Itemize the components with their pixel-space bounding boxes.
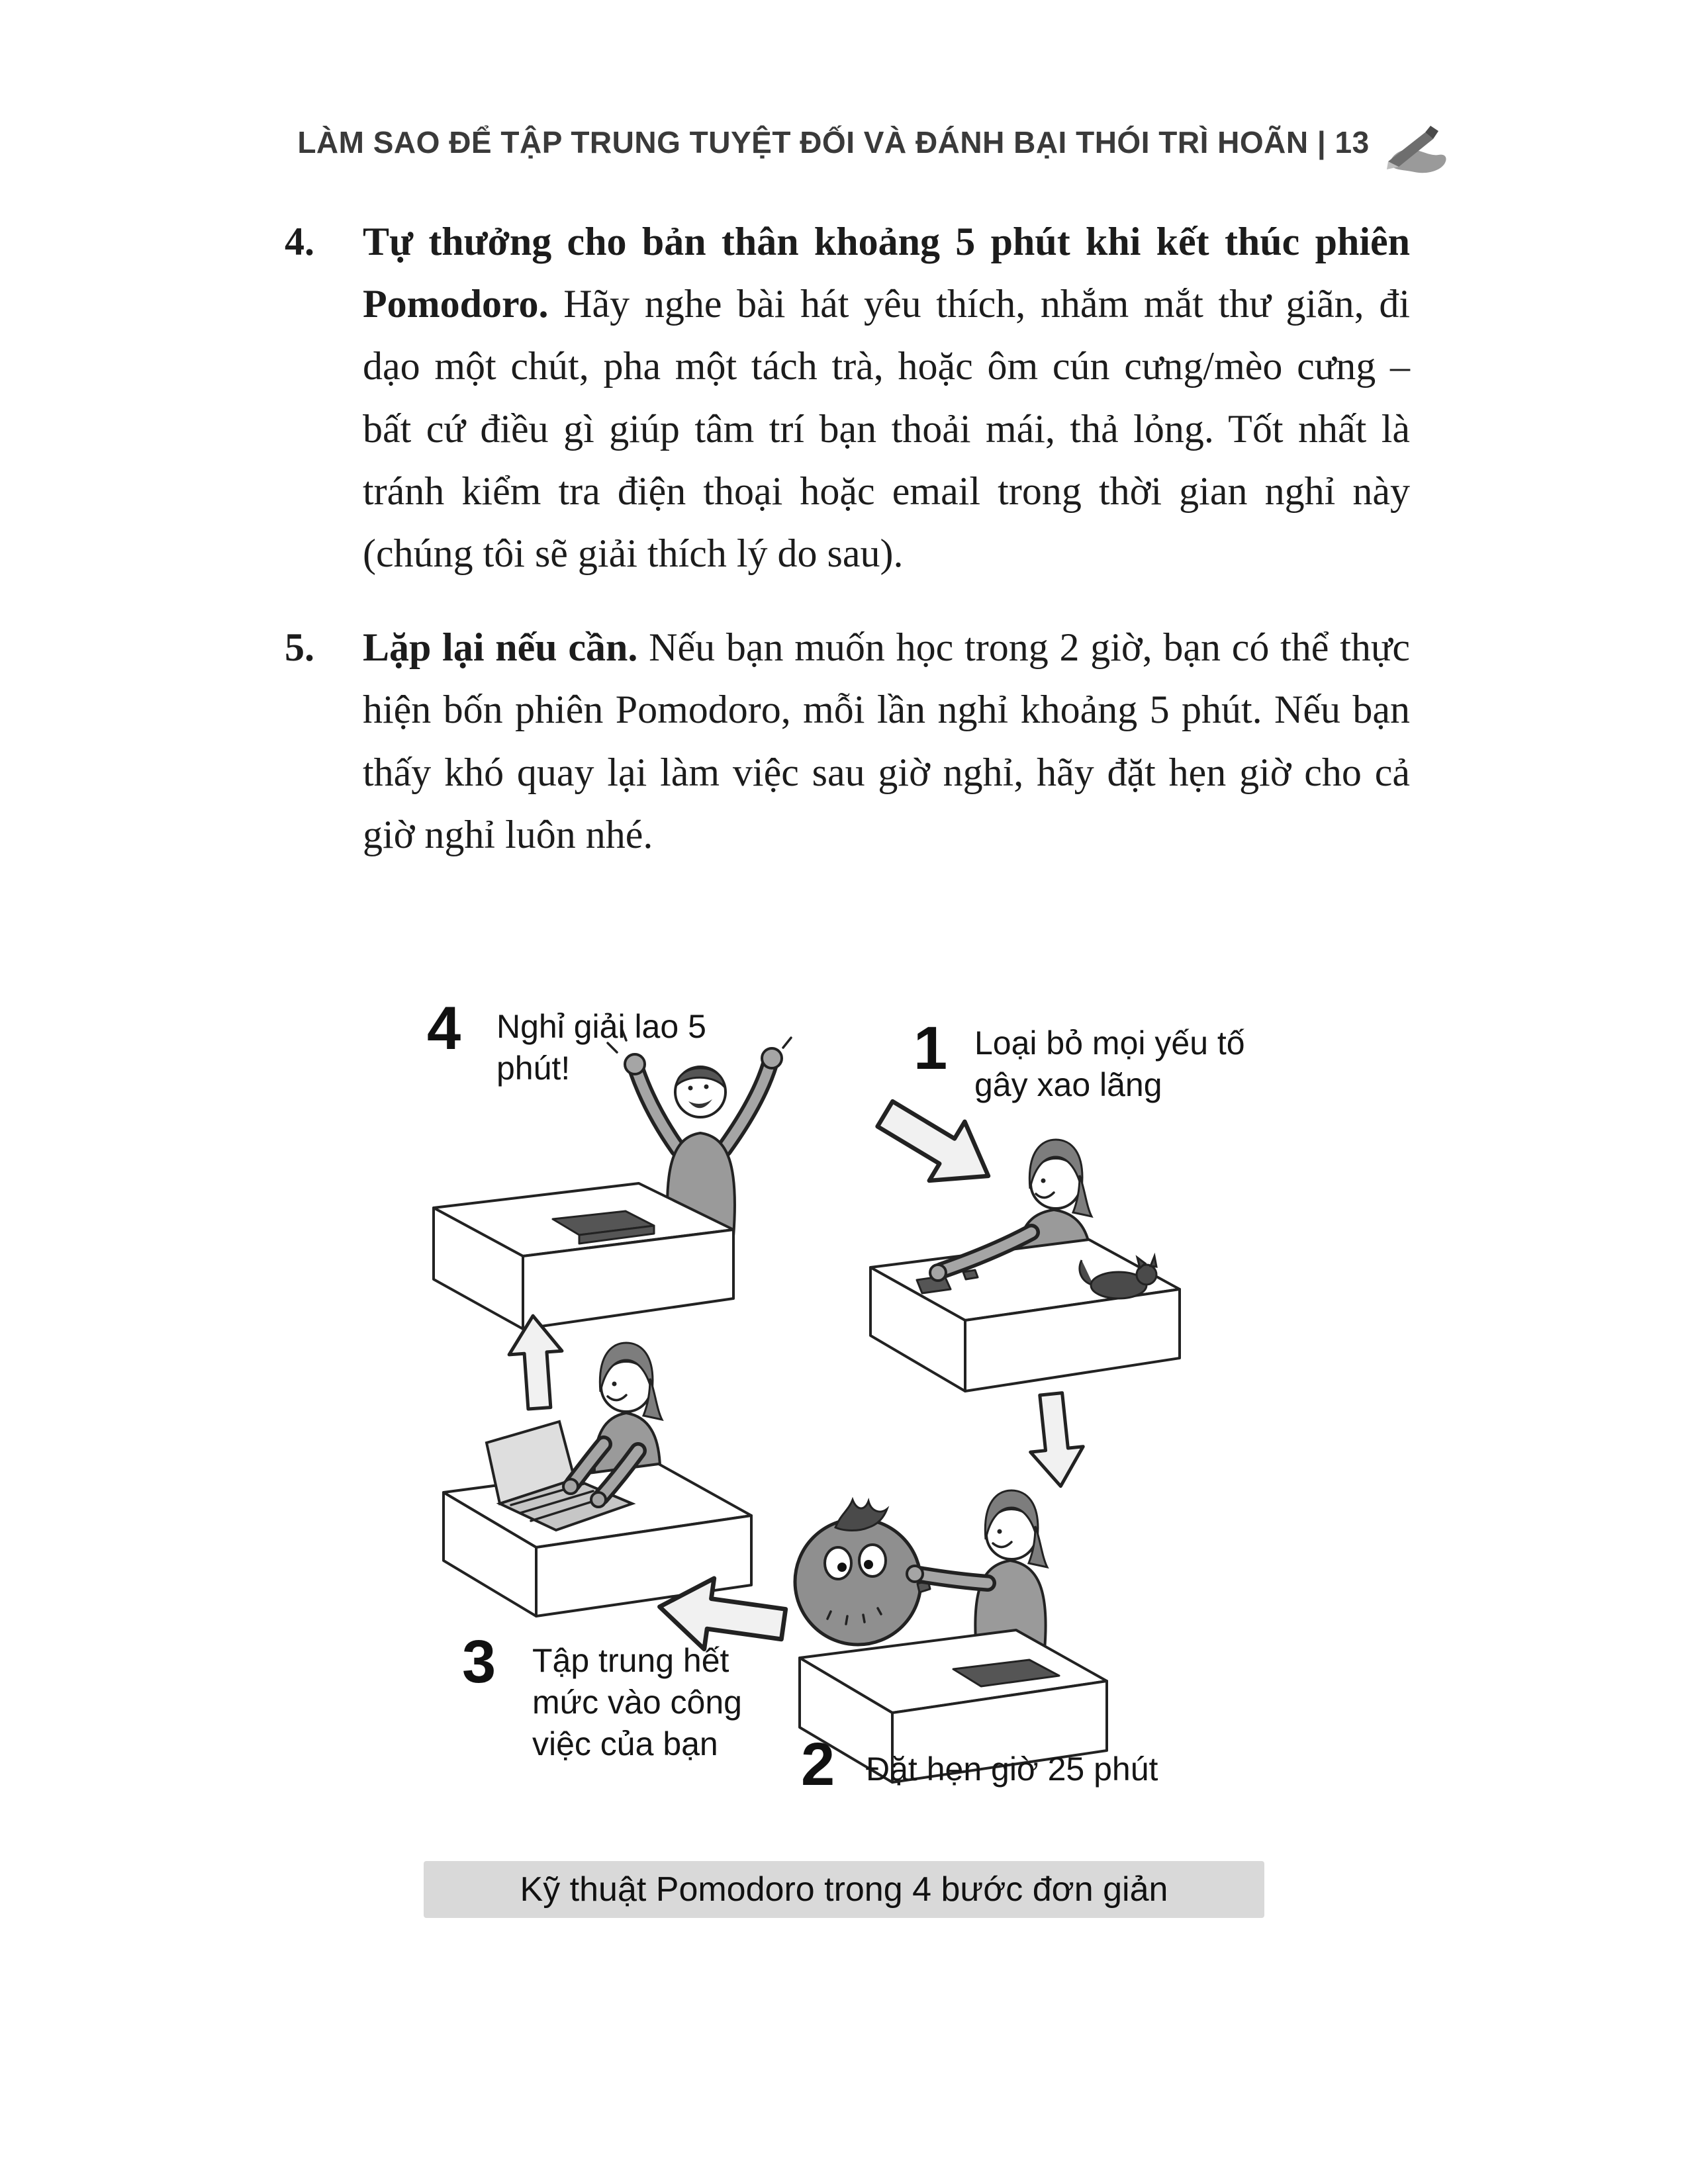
body-text xyxy=(285,210,1410,866)
hand xyxy=(591,1492,606,1507)
page-header xyxy=(30,116,1688,168)
list-item-4 xyxy=(285,210,1410,584)
running-head-title: LÀM SAO ĐỂ TẬP TRUNG TUYỆT ĐỐI VÀ ĐÁNH BẠI THÓI TRÌ HOÃN | 13 xyxy=(297,125,1370,159)
step3-focus-scene xyxy=(444,1343,751,1616)
step1-remove-distractions-scene xyxy=(870,1140,1180,1391)
watch xyxy=(963,1270,978,1279)
raised-fist xyxy=(762,1048,782,1068)
step-number-4: 4 xyxy=(427,995,461,1062)
list-item-5 xyxy=(285,616,1410,866)
list-item-text: Hãy nghe bài hát yêu thích, nhắm mắt thư giãn, đi dạo một chút, pha một tách trà, hoặc ôm cún cưng/mèo cưng – bất cứ điều gì giúp tâm trí bạn thoải mái, thả lỏng. Tốt nhất là tránh kiểm tra điện thoại hoặc email trong thời gian nghỉ này (chúng tôi sẽ giải thích lý do sau). xyxy=(363,282,1410,575)
list-item-text: Nếu bạn muốn học trong 2 giờ, bạn có thể thực hiện bốn phiên Pomodoro, mỗi lần nghỉ khoảng 5 phút. Nếu bạn thấy khó quay lại làm việc sau giờ nghỉ, hãy đặt hẹn giờ cho cả giờ nghỉ luôn nhé. xyxy=(363,625,1411,856)
writing-hand-icon xyxy=(1384,123,1450,175)
pomodoro-cycle-illustration xyxy=(404,986,1291,1833)
cycle-arrow-step1-to-step2 xyxy=(1025,1391,1087,1489)
step-number-3: 3 xyxy=(462,1628,496,1696)
list-item-number: 4. xyxy=(285,220,314,263)
step2-timer-scene xyxy=(795,1490,1107,1782)
step-label-3: Tập trung hết mức vào công việc của bạn xyxy=(532,1642,742,1762)
hand xyxy=(930,1265,946,1281)
step-label-2: Đặt hẹn giờ 25 phút xyxy=(866,1751,1158,1788)
step-label-1: Loại bỏ mọi yếu tố gây xao lãng xyxy=(974,1024,1245,1103)
hand xyxy=(907,1566,923,1582)
list-item-lead: Lặp lại nếu cần. xyxy=(363,625,638,670)
step-number-2: 2 xyxy=(801,1731,835,1798)
list-item-number: 5. xyxy=(285,625,314,670)
list-item-lead: Tự thưởng cho bản thân khoảng 5 phút khi kết thúc phiên Pomodoro. xyxy=(363,220,1410,326)
cycle-arrow-step3-to-step4 xyxy=(506,1314,566,1410)
hand xyxy=(563,1479,578,1494)
illustration-caption: Kỹ thuật Pomodoro trong 4 bước đơn giản xyxy=(424,1861,1264,1918)
step-number-1: 1 xyxy=(914,1015,948,1082)
step-label-4: Nghỉ giải lao 5 phút! xyxy=(496,1008,706,1087)
